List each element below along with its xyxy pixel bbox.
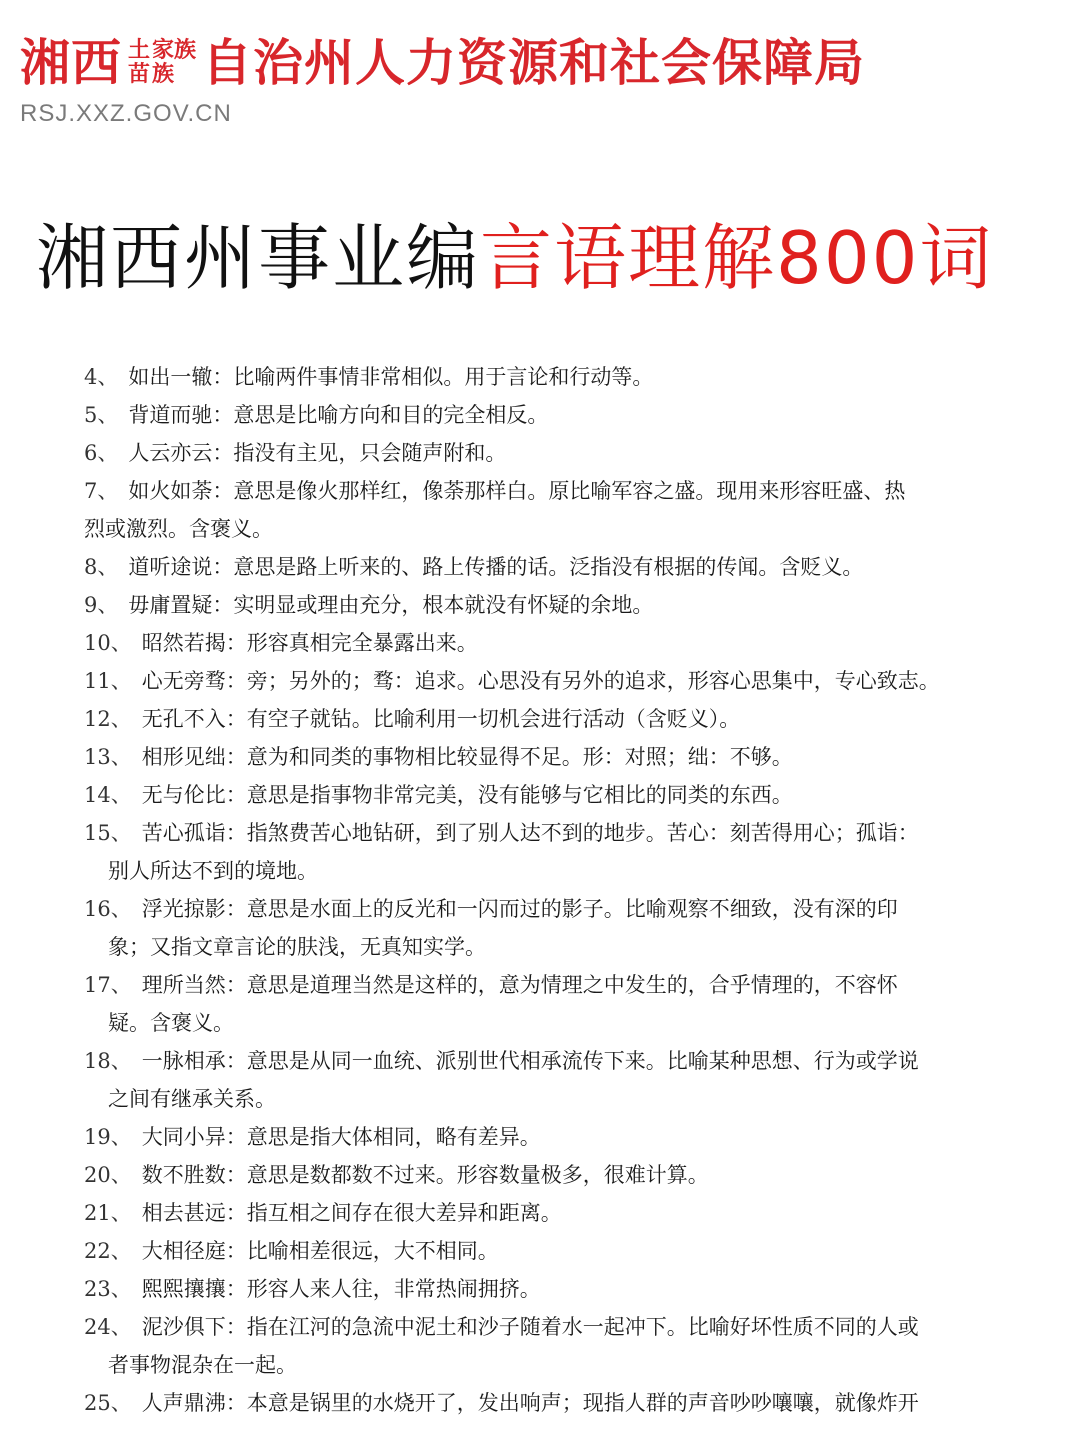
vocabulary-list [84, 358, 984, 1422]
list-item [84, 1118, 984, 1156]
site-header [20, 30, 1060, 130]
list-item [84, 662, 984, 700]
list-item [84, 700, 984, 738]
list-item [84, 624, 984, 662]
entry-text: 无与伦比：意思是指事物非常完美，没有能够与它相比的同类的东西。 [141, 783, 793, 807]
list-item [84, 586, 984, 624]
list-item [84, 434, 984, 472]
entry-text: 心无旁骛：旁；另外的；骛：追求。心思没有另外的追求，形容心思集中，专心致志。 [141, 669, 940, 693]
entry-number: 22、 [84, 1239, 132, 1263]
entry-number: 9、 [84, 593, 119, 617]
entry-text: 相去甚远：指互相之间存在很大差异和距离。 [141, 1201, 562, 1225]
entry-text: 毋庸置疑：实明显或理由充分，根本就没有怀疑的余地。 [128, 593, 654, 617]
list-item [84, 1156, 984, 1194]
list-item [84, 1194, 984, 1232]
entry-text: 熙熙攘攘：形容人来人往，非常热闹拥挤。 [141, 1277, 541, 1301]
entry-number: 24、 [84, 1315, 132, 1339]
logo-small-bottom-2: 族 [152, 62, 175, 87]
entry-number: 5、 [84, 403, 119, 427]
list-item [84, 814, 984, 852]
entry-number: 4、 [84, 365, 119, 389]
list-item [84, 548, 984, 586]
entry-number: 20、 [84, 1163, 132, 1187]
entry-text: 人声鼎沸：本意是锅里的水烧开了，发出响声；现指人群的声音吵吵嚷嚷，就像炸开 [141, 1391, 919, 1415]
entry-number: 19、 [84, 1125, 132, 1149]
entry-text: 大同小异：意思是指大体相同，略有差异。 [141, 1125, 541, 1149]
logo-small-top-1: 土 [128, 38, 151, 63]
entry-text: 大相径庭：比喻相差很远，大不相同。 [141, 1239, 499, 1263]
entry-text: 如出一辙：比喻两件事情非常相似。用于言论和行动等。 [128, 365, 654, 389]
list-item [84, 1270, 984, 1308]
list-item [84, 1232, 984, 1270]
entry-text: 背道而驰：意思是比喻方向和目的完全相反。 [128, 403, 549, 427]
list-item [84, 738, 984, 776]
list-item [84, 776, 984, 814]
entry-text: 苦心孤诣：指煞费苦心地钻研，到了别人达不到的地步。苦心：刻苦得用心；孤诣： [141, 821, 919, 845]
entry-number: 13、 [84, 745, 132, 769]
bureau-logo [20, 30, 1060, 96]
entry-text: 泥沙俱下：指在江河的急流中泥土和沙子随着水一起冲下。比喻好坏性质不同的人或 [141, 1315, 919, 1339]
list-item [84, 966, 984, 1004]
entry-text: 如火如荼：意思是像火那样红，像荼那样白。原比喻军容之盛。现用来形容旺盛、热 [128, 479, 906, 503]
logo-text-right: 自治州人力资源和社会保障局 [202, 34, 866, 92]
list-item [84, 1042, 984, 1080]
logo-small-top-2: 家族 [152, 38, 197, 63]
entry-text: 一脉相承：意思是从同一血统、派别世代相承流传下来。比喻某种思想、行为或学说 [141, 1049, 919, 1073]
entry-number: 11、 [84, 669, 132, 693]
title-black-part: 湘西州事业编 [36, 216, 481, 300]
entry-text-continuation: 者事物混杂在一起。 [108, 1353, 297, 1377]
entry-text: 理所当然：意思是道理当然是这样的，意为情理之中发生的，合乎情理的，不容怀 [141, 973, 898, 997]
entry-text: 无孔不入：有空子就钻。比喻利用一切机会进行活动（含贬义）。 [141, 707, 741, 731]
entry-text: 相形见绌：意为和同类的事物相比较显得不足。形：对照；绌：不够。 [141, 745, 793, 769]
site-url: RSJ.XXZ.GOV.CN [20, 100, 232, 127]
title-red-part: 言语理解800词 [480, 216, 994, 300]
logo-ethnic-names [128, 39, 196, 87]
list-item [84, 396, 984, 434]
entry-number: 7、 [84, 479, 119, 503]
entry-number: 17、 [84, 973, 132, 997]
entry-number: 12、 [84, 707, 132, 731]
entry-text: 浮光掠影：意思是水面上的反光和一闪而过的影子。比喻观察不细致，没有深的印 [141, 897, 898, 921]
list-item [84, 1308, 984, 1346]
entry-text: 数不胜数：意思是数都数不过来。形容数量极多，很难计算。 [141, 1163, 709, 1187]
entry-number: 21、 [84, 1201, 132, 1225]
entry-number: 10、 [84, 631, 132, 655]
entry-text: 昭然若揭：形容真相完全暴露出来。 [141, 631, 478, 655]
logo-small-bottom-1: 苗 [128, 62, 151, 87]
page-title [36, 208, 1056, 308]
entry-number: 14、 [84, 783, 132, 807]
entry-number: 6、 [84, 441, 119, 465]
entry-number: 16、 [84, 897, 132, 921]
entry-text-continuation: 疑。含褒义。 [108, 1011, 234, 1035]
entry-text: 道听途说：意思是路上听来的、路上传播的话。泛指没有根据的传闻。含贬义。 [128, 555, 864, 579]
list-item [84, 890, 984, 928]
entry-text: 人云亦云：指没有主见，只会随声附和。 [128, 441, 507, 465]
entry-text-continuation: 象；又指文章言论的肤浅，无真知实学。 [108, 935, 486, 959]
entry-text-continuation: 之间有继承关系。 [108, 1087, 276, 1111]
list-item [84, 472, 984, 510]
list-item [84, 1384, 984, 1422]
entry-text-continuation: 烈或激烈。含褒义。 [84, 517, 273, 541]
entry-number: 8、 [84, 555, 119, 579]
entry-number: 18、 [84, 1049, 132, 1073]
entry-text-continuation: 别人所达不到的境地。 [108, 859, 318, 883]
list-item [84, 358, 984, 396]
entry-number: 23、 [84, 1277, 132, 1301]
logo-text-left: 湘西 [20, 34, 122, 92]
entry-number: 15、 [84, 821, 132, 845]
entry-number: 25、 [84, 1391, 132, 1415]
